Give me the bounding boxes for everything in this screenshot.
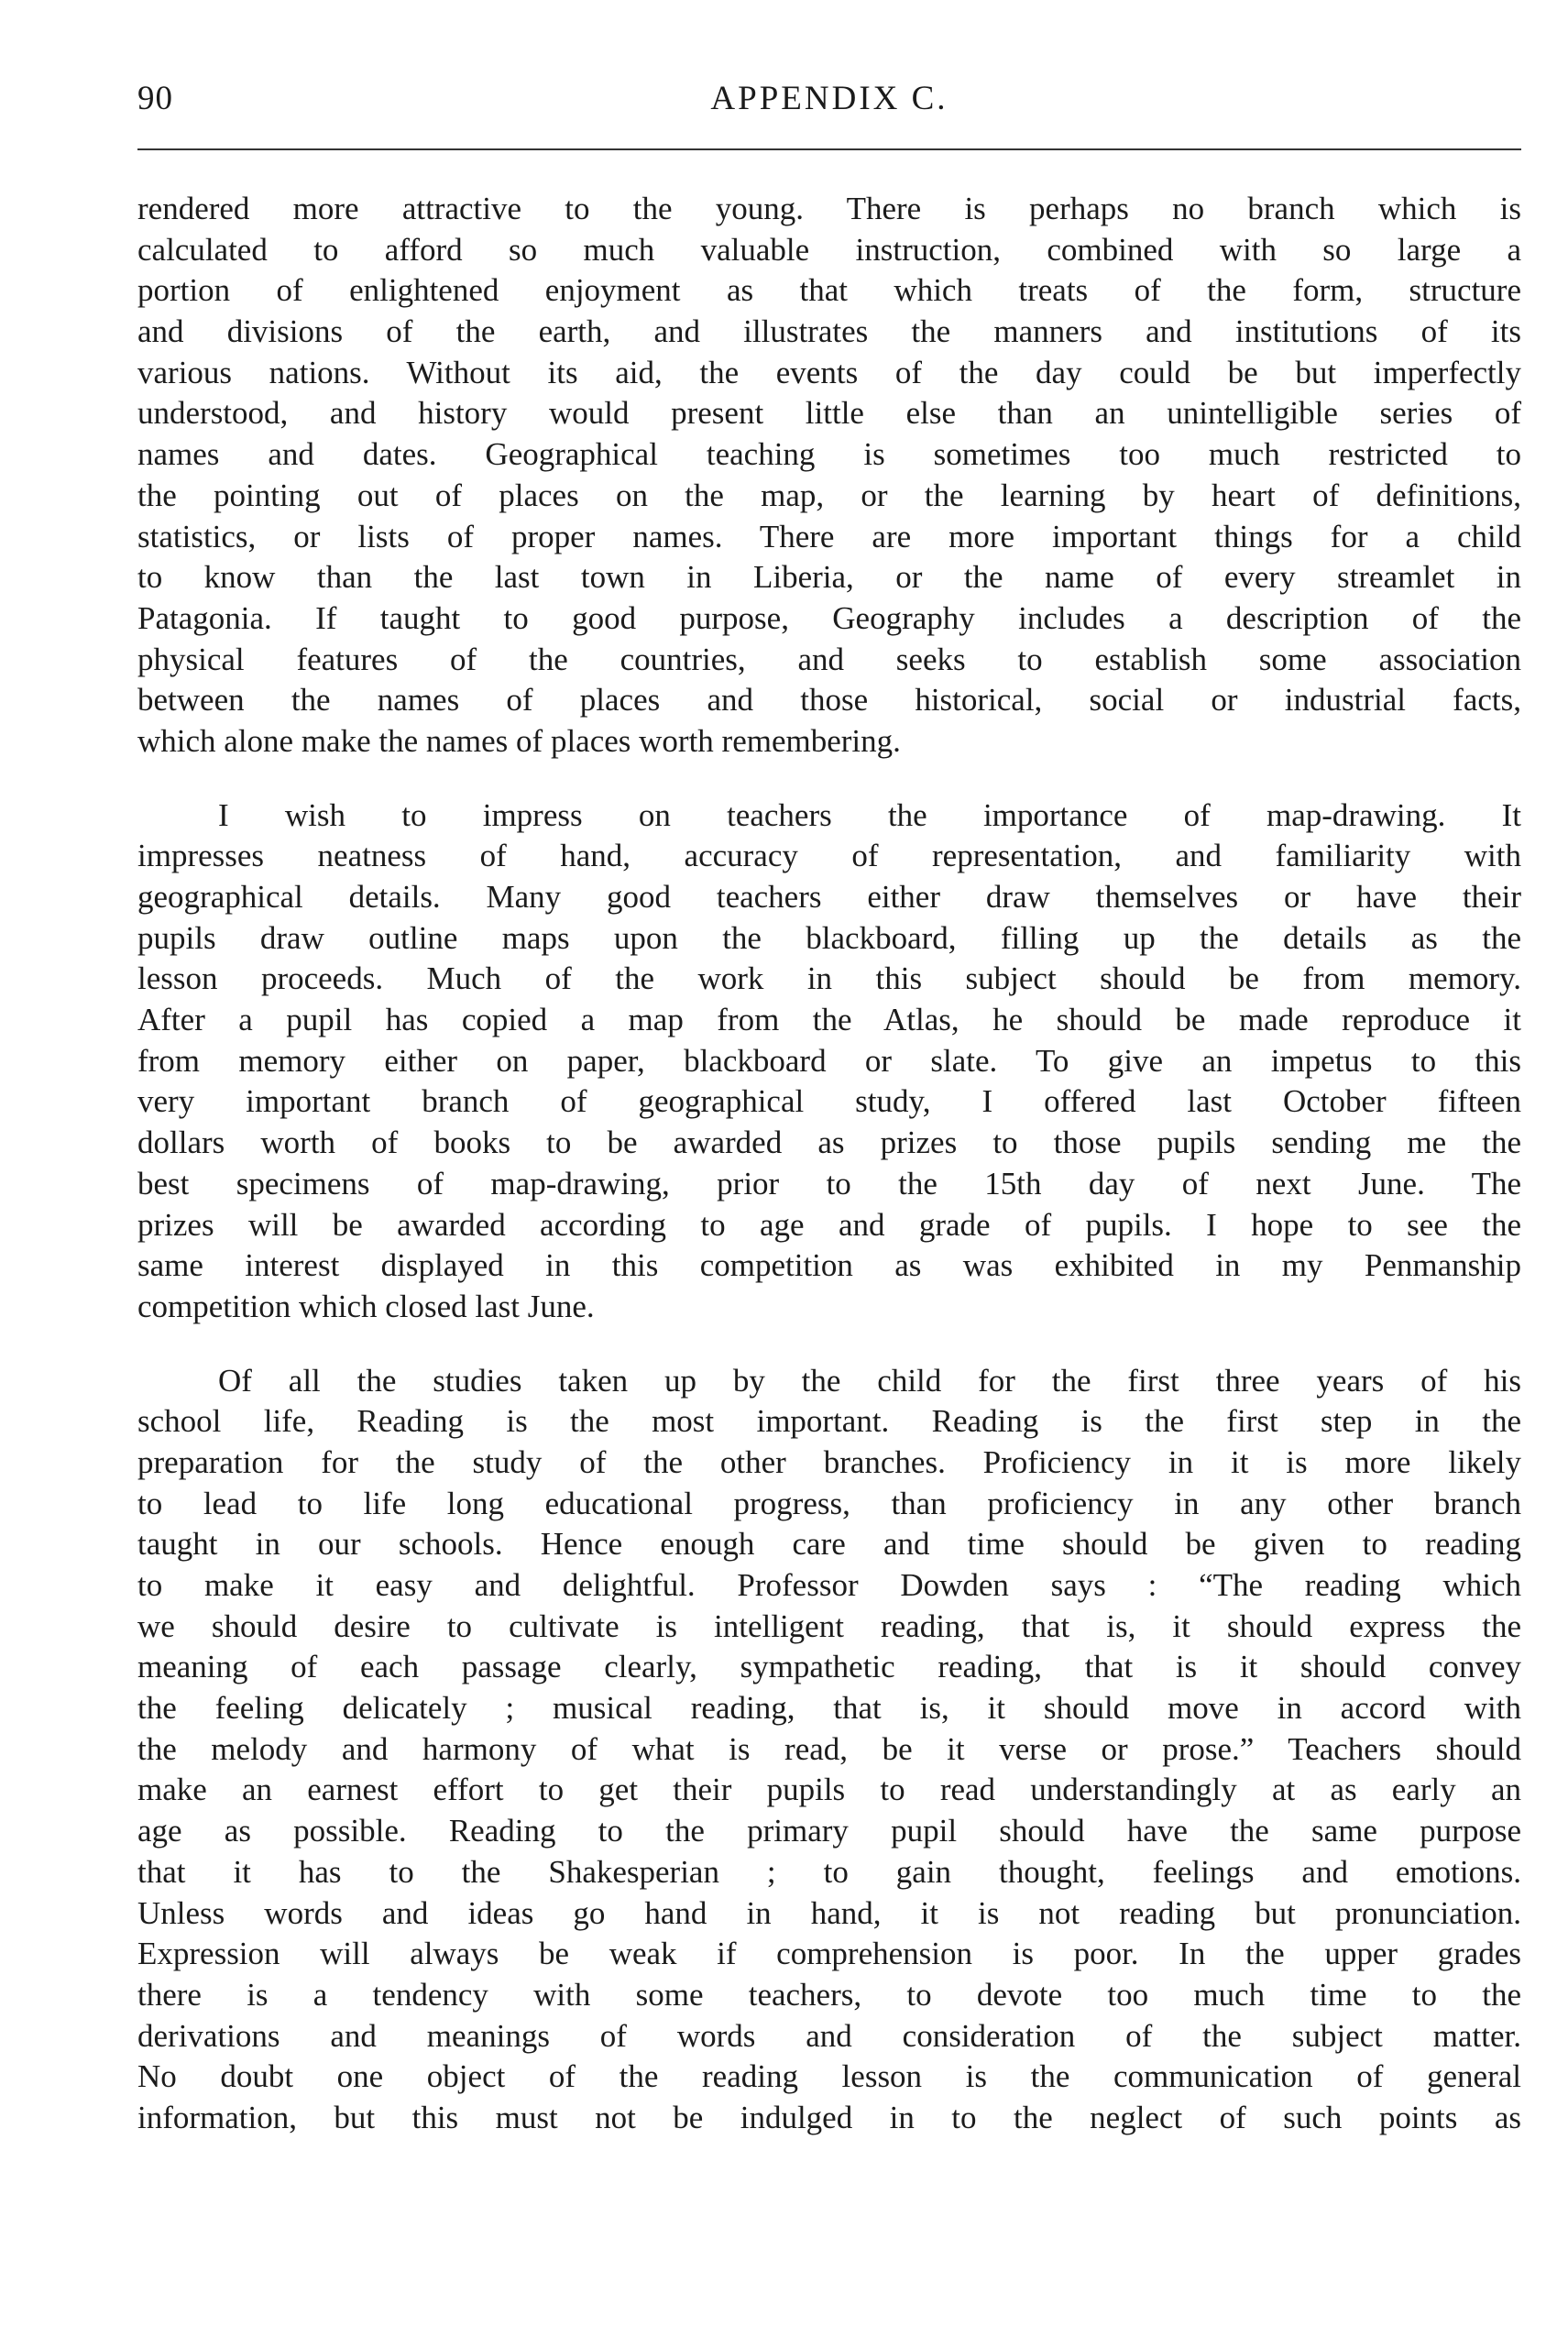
text-line: to lead to life long educational progress, than proficiency in any other branch: [137, 1485, 1521, 1521]
text-line: After a pupil has copied a map from the Atlas, he should be made reproduce it: [137, 1002, 1521, 1038]
text-line: prizes will be awarded according to age and grade of pupils. I hope to see the: [137, 1206, 1521, 1243]
text-line: and divisions of the earth, and illustrates the manners and institutions of its: [137, 313, 1521, 350]
text-line: age as possible. Reading to the primary pupil should have the same purpose: [137, 1813, 1521, 1849]
text-line: impresses neatness of hand, accuracy of representation, and familiarity with: [137, 838, 1521, 874]
text-line: calculated to afford so much valuable instruction, combined with so large a: [137, 231, 1521, 268]
paragraph-reading: [137, 1361, 1521, 2139]
body-text: [137, 189, 1521, 2139]
text-line: to know than the last town in Liberia, or the name of every streamlet in: [137, 559, 1521, 596]
text-line: there is a tendency with some teachers, to devote too much time to the: [137, 1976, 1521, 2013]
text-line: school life, Reading is the most important. Reading is the first step in the: [137, 1403, 1521, 1440]
paragraph-gap: [137, 763, 1521, 795]
text-line: pupils draw outline maps upon the blackboard, filling up the details as the: [137, 919, 1521, 956]
text-line: information, but this must not be indulged in to the neglect of such points as: [137, 2099, 1521, 2135]
text-line: understood, and history would present little else than an unintelligible series of: [137, 395, 1521, 432]
text-line: same interest displayed in this competition as was exhibited in my Penmanship: [137, 1247, 1521, 1284]
text-line: rendered more attractive to the young. There is perhaps no branch which is: [137, 191, 1521, 226]
text-line: geographical details. Many good teachers either draw themselves or have their: [137, 879, 1521, 915]
text-line: Of all the studies taken up by the child for the first three years of his: [218, 1362, 1521, 1399]
text-line: from memory either on paper, blackboard or slate. To give an impetus to this: [137, 1042, 1521, 1079]
text-line: taught in our schools. Hence enough care and time should be given to reading: [137, 1526, 1521, 1563]
text-line: very important branch of geographical study, I offered last October fifteen: [137, 1083, 1521, 1120]
text-line: various nations. Without its aid, the events of the day could be but imperfectly: [137, 354, 1521, 390]
text-line: Expression will always be weak if comprehension is poor. In the upper grades: [137, 1936, 1521, 1972]
text-line: meaning of each passage clearly, sympathetic reading, that is it should convey: [137, 1649, 1521, 1685]
text-line: physical features of the countries, and seeks to establish some association: [137, 641, 1521, 677]
page-number: 90: [137, 80, 173, 117]
running-header: [137, 79, 1521, 125]
text-line: the melody and harmony of what is read, be it verse or prose.” Teachers should: [137, 1730, 1521, 1767]
text-line: preparation for the study of the other branches. Proficiency in it is more likely: [137, 1443, 1521, 1480]
paragraph-gap: [137, 1328, 1521, 1361]
text-line: lesson proceeds. Much of the work in this subject should be from memory.: [137, 960, 1521, 997]
text-line: the feeling delicately ; musical reading, that is, it should move in accord with: [137, 1690, 1521, 1727]
text-line: the pointing out of places on the map, or the learning by heart of definitions,: [137, 477, 1521, 513]
text-line: Patagonia. If taught to good purpose, Geography includes a description of the: [137, 599, 1521, 636]
text-line: statistics, or lists of proper names. There are more important things for a child: [137, 518, 1521, 554]
header-rule: [137, 148, 1521, 150]
text-line: to make it easy and delightful. Professor Dowden says : “The reading which: [137, 1567, 1521, 1603]
text-line: which alone make the names of places worth remembering.: [137, 722, 901, 759]
text-line: Unless words and ideas go hand in hand, it is not reading but pronunciation.: [137, 1894, 1521, 1931]
text-line: names and dates. Geographical teaching is sometimes too much restricted to: [137, 436, 1521, 473]
paragraph-map-drawing: [137, 795, 1521, 1328]
text-line: portion of enlightened enjoyment as that which treats of the form, structure: [137, 272, 1521, 309]
text-line: best specimens of map-drawing, prior to the 15th day of next June. The: [137, 1165, 1521, 1201]
paragraph-geography: [137, 189, 1521, 763]
text-line: I wish to impress on teachers the importance of map-drawing. It: [218, 796, 1521, 833]
text-line: competition which closed last June.: [137, 1288, 595, 1324]
header-title: APPENDIX C.: [710, 80, 948, 117]
text-line: between the names of places and those historical, social or industrial facts,: [137, 682, 1521, 719]
text-line: No doubt one object of the reading lesson is the communication of general: [137, 2058, 1521, 2095]
text-line: that it has to the Shakesperian ; to gain thought, feelings and emotions.: [137, 1853, 1521, 1890]
text-line: we should desire to cultivate is intelligent reading, that is, it should express the: [137, 1607, 1521, 1644]
text-line: dollars worth of books to be awarded as prizes to those pupils sending me the: [137, 1125, 1521, 1161]
text-line: derivations and meanings of words and consideration of the subject matter.: [137, 2017, 1521, 2054]
text-line: make an earnest effort to get their pupils to read understandingly at as early an: [137, 1772, 1521, 1808]
